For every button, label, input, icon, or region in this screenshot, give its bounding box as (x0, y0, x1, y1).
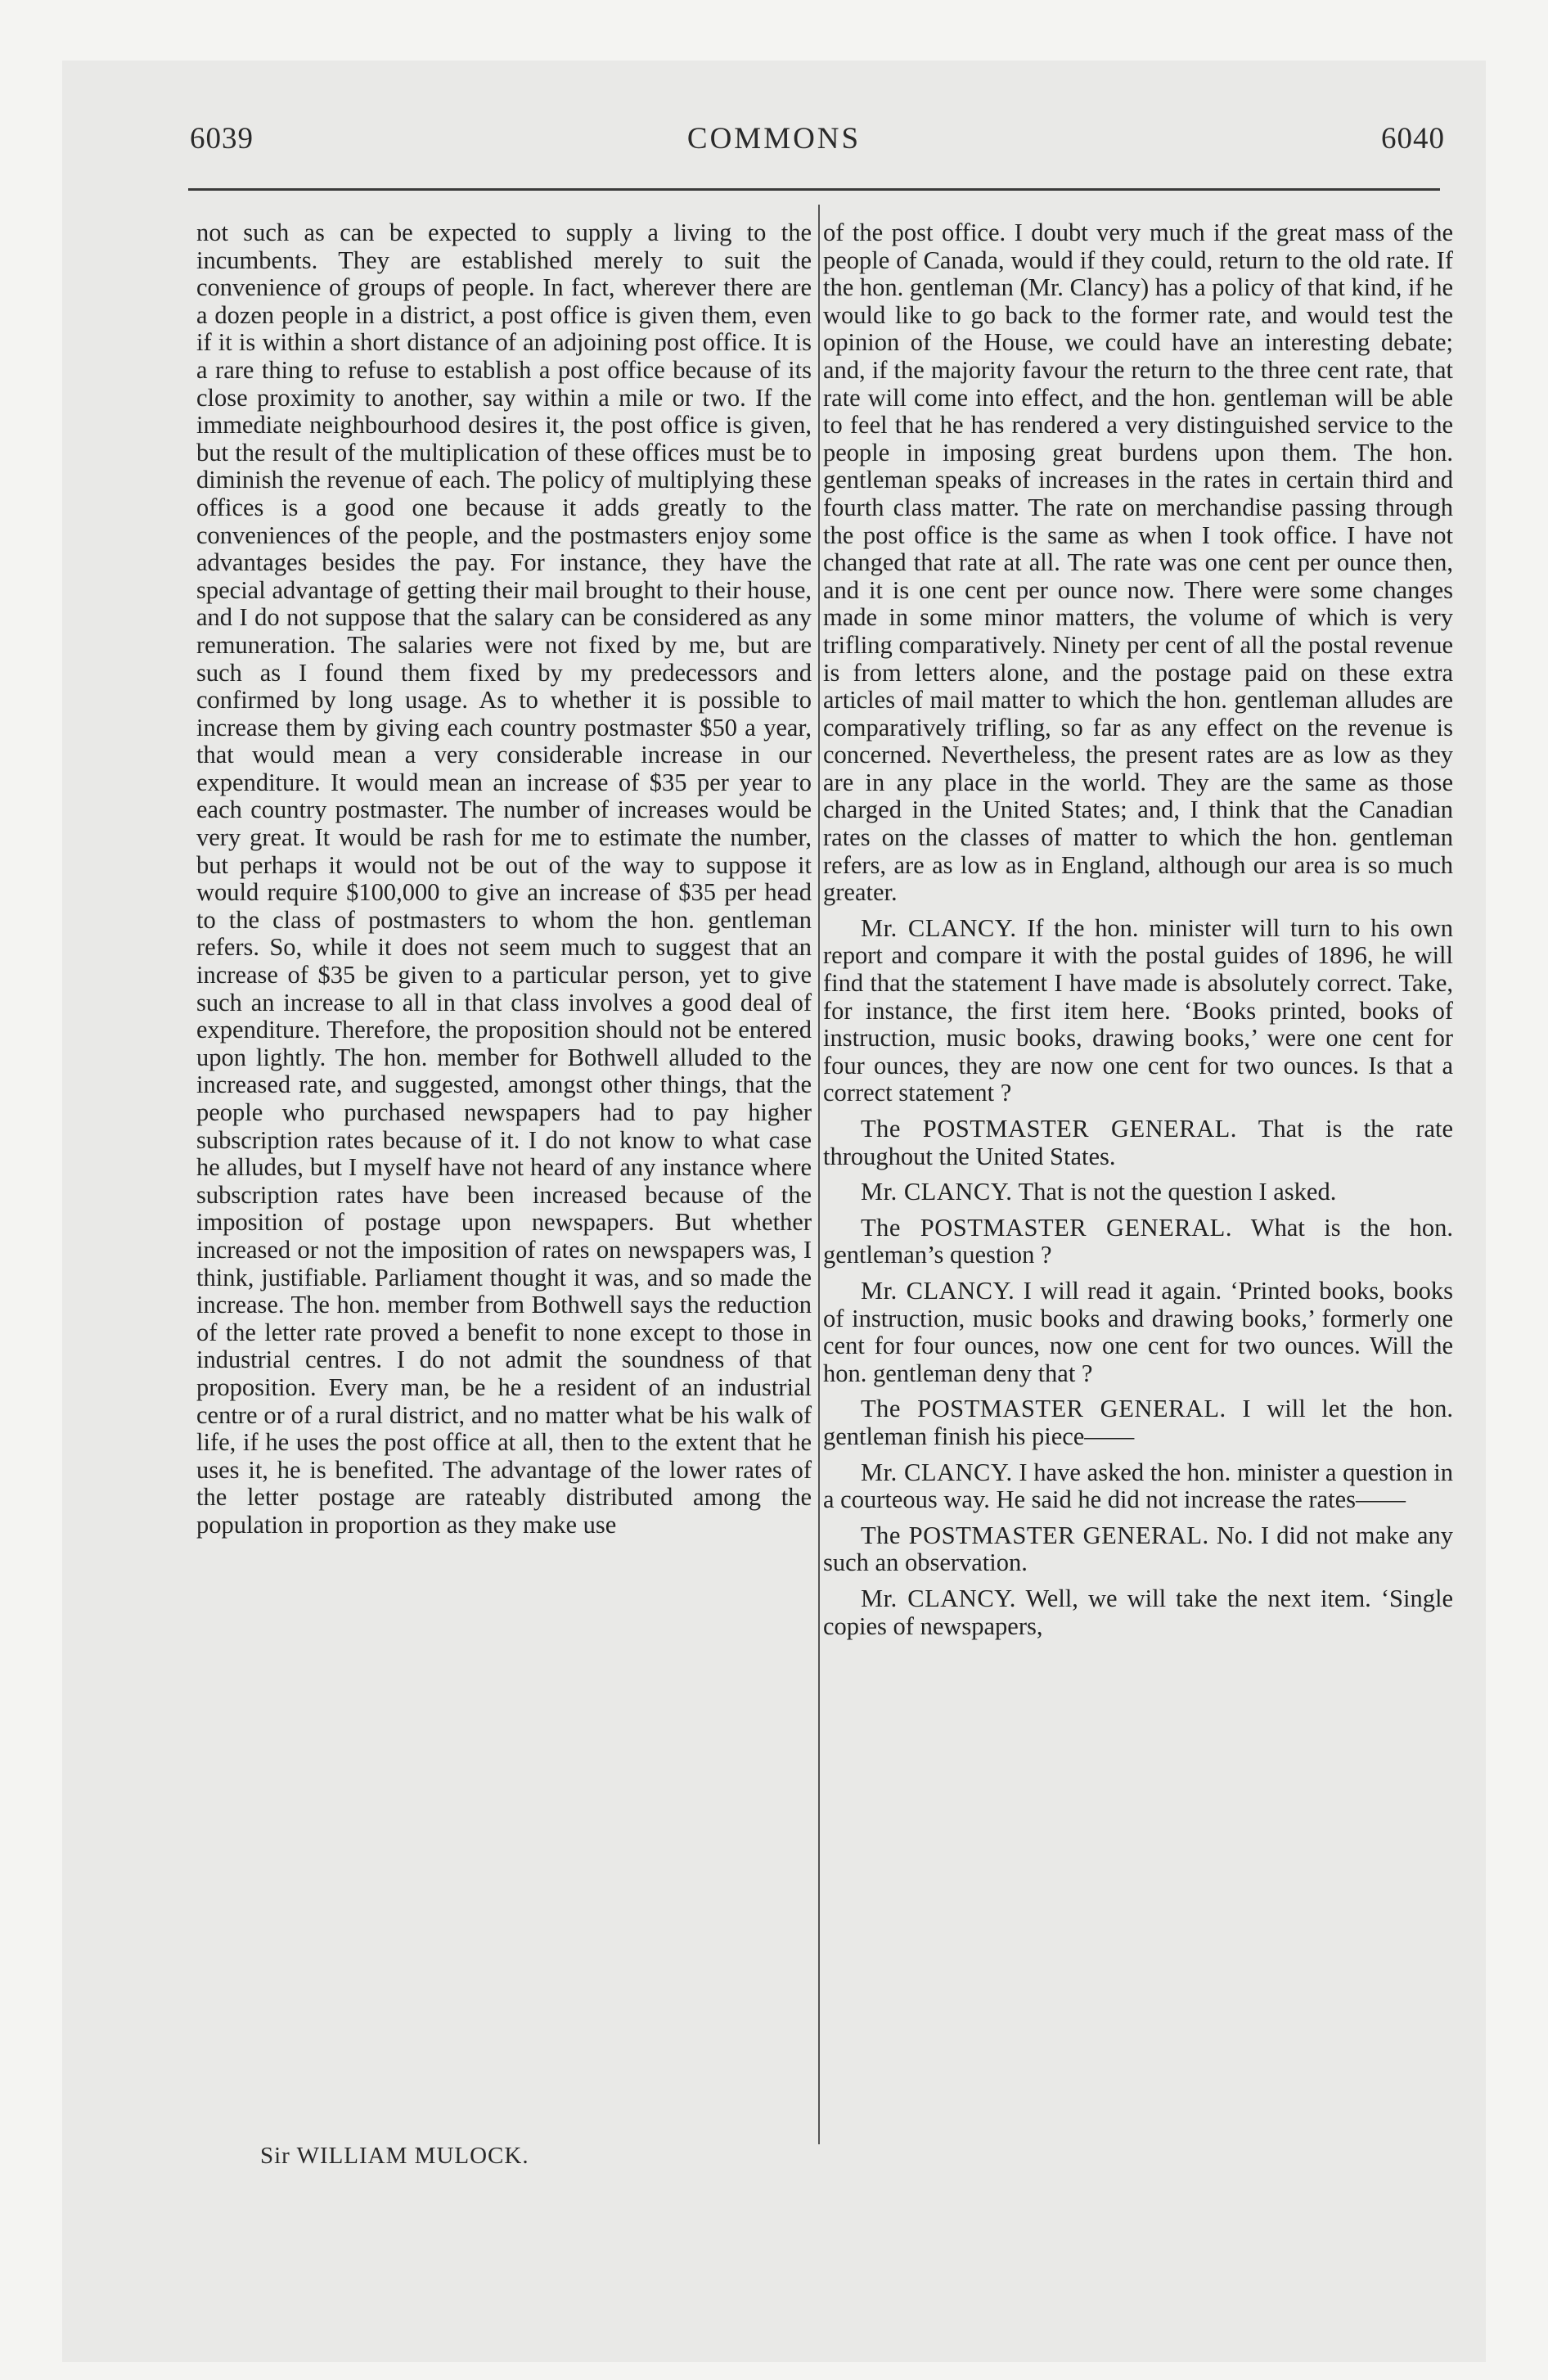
speech-text: That is not the question I asked. (1018, 1178, 1337, 1206)
speech-paragraph (823, 1179, 1453, 1206)
speaker-footer: Sir WILLIAM MULOCK. (260, 2143, 529, 2169)
speaker-name: Mr. CLANCY. (861, 1584, 1016, 1612)
speaker-name: Mr. CLANCY. (861, 1276, 1015, 1305)
speech-paragraph (823, 1585, 1453, 1640)
speech-text: No. I did not make any such an observation. (823, 1521, 1453, 1577)
speech-text: Well, we will take the next item. ‘Single copies of newspapers, (823, 1584, 1453, 1640)
paragraph-text: of the post office. I doubt very much if the great mass of the people of Canada, would if they could, return to the old rate. If the hon. gentleman (Mr. Clancy) has a policy of that kind, if he would like to go back to the former rate, and would test the opinion of the House, we could have an interesting debate; and, if the majority favour the return to the three cent rate, that rate will come into effect, and the hon. gentleman will be able to feel that he has rendered a very distinguished service to the people in imposing great burdens upon them. The hon. gentleman speaks of increases in the rates in certain third and fourth class matter. The rate on merchandise passing through the post office is the same as when I took office. I have not changed that rate at all. The rate was one cent per ounce then, and it is one cent per ounce now. There were some changes made in some minor matters, the volume of which is very trifling comparatively. Ninety per cent of all the postal revenue is from letters alone, and the postage paid on these extra articles of mail matter to which the hon. gentleman alludes are comparatively trifling, so far as any effect on the revenue is concerned. Nevertheless, the present rates are as low as they are in any place in the world. They are the same as those charged in the United States; and, I think that the Canadian rates on the classes of matter to which the hon. gentleman refers, are as low as in England, although our area is so much greater. (823, 219, 1453, 907)
speech-text: If the hon. minister will turn to his own report and compare it with the postal guides of 1896, he will find that the statement I have made is absolutely correct. Take, for instance, the first item here. ‘Books printed, books of instruction, music books, drawing books,’ were one cent for four ounces, they are now one cent for two ounces. Is that a correct statement ? (823, 913, 1453, 1107)
left-column-paragraph: not such as can be expected to supply a living to the incumbents. They are established merely to suit the convenience of groups of people. In fact, wherever there are a dozen people in a district, a post office is given them, even if it is within a short distance of an adjoining post office. It is a rare thing to refuse to establish a post office because of its close proximity to another, say within a mile or two. If the immediate neighbourhood desires it, the post office is given, but the result of the multiplication of these offices must be to diminish the revenue of each. The policy of multiplying these offices is a good one because it adds greatly to the conveniences of the people, and the postmasters enjoy some advantages besides the pay. For instance, they have the special advantage of getting their mail brought to their house, and I do not suppose that the salary can be considered as any remuneration. The salaries were not fixed by me, but are such as I found them fixed by my predecessors and confirmed by long usage. As to whether it is possible to increase them by giving each country postmaster $50 a year, that would mean a very considerable increase in our expenditure. It would mean an increase of $35 per year to each country postmaster. The number of increases would be very great. It would be rash for me to estimate the number, but perhaps it would not be out of the way to suppose it would require $100,000 to give an increase of $35 per head to the class of postmasters to whom the hon. gentleman refers. So, while it does not seem much to suggest that an increase of $35 be given to a particular person, yet to give such an increase to all in that class involves a good deal of expenditure. Therefore, the proposition should not be entered upon lightly. The hon. member for Bothwell alluded to the increased rate, and suggested, amongst other things, that the people who purchased newspapers had to pay higher subscription rates because of it. I do not know to what case he alludes, but I myself have not heard of any instance where subscription rates have been increased because of the imposition of postage upon newspapers. But whether increased or not the imposition of rates on newspapers was, I think, justifiable. Parliament thought it was, and so made the increase. The hon. member from Bothwell says the reduction of the letter rate proved a benefit to none except to those in industrial centres. I do not admit the soundness of that proposition. Every man, be he a resident of an industrial centre or of a rural district, and no matter what be his walk of life, if he uses the post office at all, then to the extent that he uses it, he is benefited. The advantage of the lower rates of the letter postage are rateably distributed among the population in proportion as they make use (196, 219, 812, 1539)
page-title: COMMONS (686, 122, 862, 156)
speech-text: I will read it again. ‘Printed books, books of instruction, music books and drawing books,’ formerly one cent for four ounces, now one cent for two ounces. Will the hon. gentleman deny that ? (823, 1276, 1453, 1387)
speech-text: I have asked the hon. minister a question in a courteous way. He said he did not increase the rates—— (823, 1458, 1453, 1514)
speaker-name: The POSTMASTER GENERAL. (861, 1213, 1232, 1242)
speech-paragraph (823, 1522, 1453, 1577)
speech-paragraph (823, 1116, 1453, 1170)
speaker-name: Mr. CLANCY. (861, 913, 1017, 942)
speaker-name: Mr. CLANCY. (861, 1458, 1013, 1486)
speaker-name: The POSTMASTER GENERAL. (861, 1395, 1226, 1423)
speech-paragraph (823, 1459, 1453, 1514)
speech-paragraph (823, 1395, 1453, 1450)
speaker-name: The POSTMASTER GENERAL. (861, 1115, 1237, 1143)
page-number-left: 6039 (190, 122, 254, 156)
speech-paragraph (823, 1215, 1453, 1269)
right-column (823, 219, 1453, 1640)
right-column-paragraph (823, 219, 1453, 907)
speech-text: That is the rate throughout the United States. (823, 1115, 1454, 1170)
speaker-name: Mr. CLANCY. (861, 1178, 1013, 1206)
speaker-name: The POSTMASTER GENERAL. (861, 1521, 1209, 1549)
speech-paragraph (823, 1278, 1453, 1387)
speech-text: What is the hon. gentleman’s question ? (823, 1213, 1454, 1269)
left-column (196, 219, 812, 1539)
column-divider (818, 205, 820, 2144)
header-rule (188, 188, 1440, 191)
speech-text: I will let the hon. gentleman finish his piece—— (823, 1395, 1454, 1450)
page-number-right: 6040 (1381, 122, 1445, 156)
speech-paragraph (823, 915, 1453, 1107)
